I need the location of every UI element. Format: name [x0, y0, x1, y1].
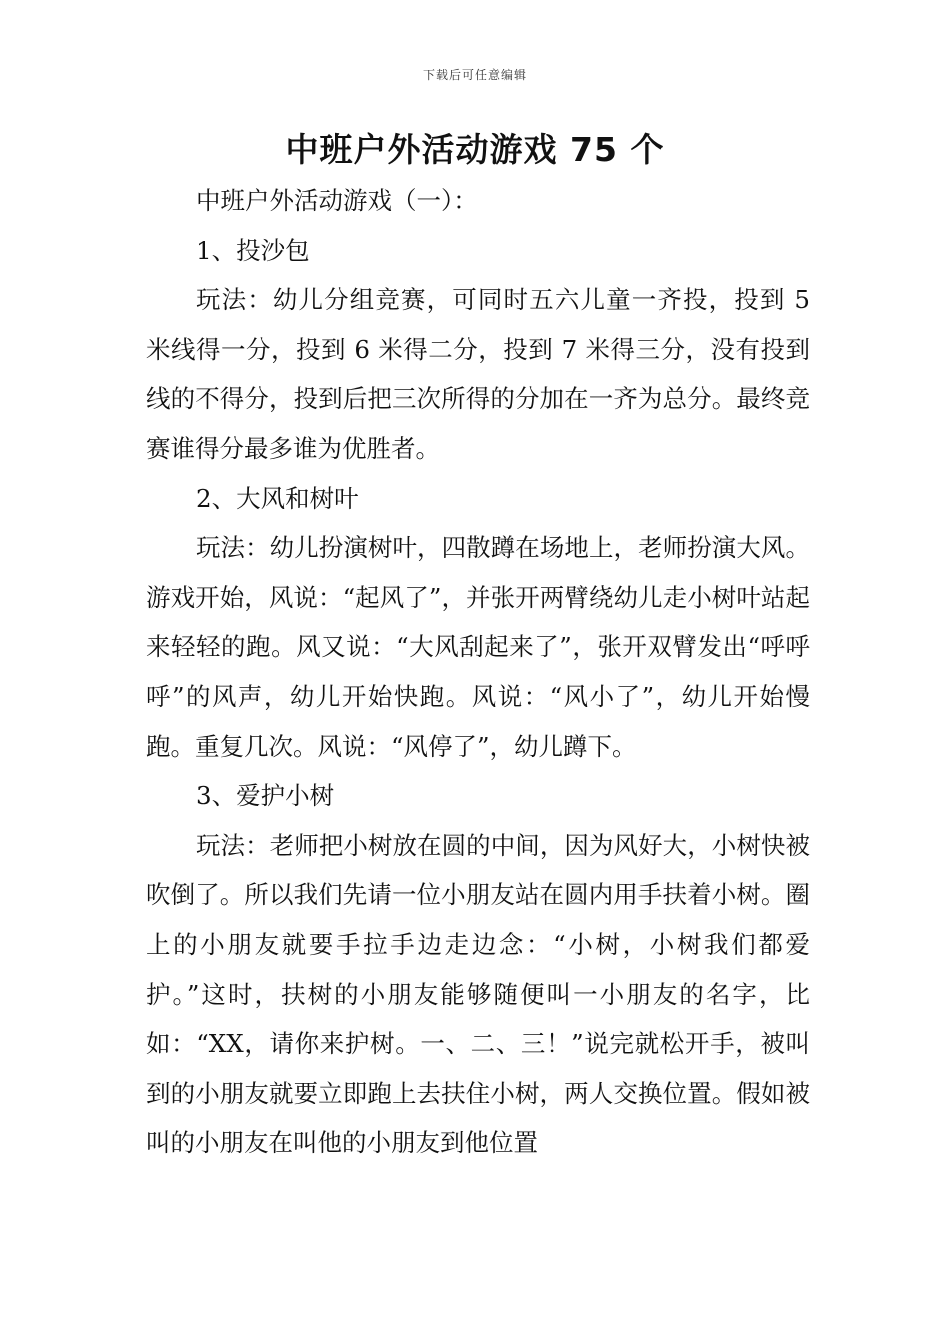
game-heading-3: 3、爱护小树	[196, 781, 335, 811]
section-heading: 中班户外活动游戏（一）：	[196, 186, 478, 215]
game-rules-2: 玩法：幼儿扮演树叶，四散蹲在场地上，老师扮演大风。游戏开始，风说：“起风了”，并张开两臂绕幼儿走小树叶站起来轻轻的跑。风又说：“大风刮起来了”，张开双臂发出“呼呼呼”的风声，幼儿开始快跑。风说：“风小了”，幼儿开始慢跑。重复几次。风说：“风停了”，幼儿蹲下。	[146, 533, 810, 761]
game-heading-2: 2、大风和树叶	[196, 483, 359, 513]
game-rules-3: 玩法：老师把小树放在圆的中间，因为风好大，小树快被吹倒了。所以我们先请一位小朋友站在圆内用手扶着小树。圈上的小朋友就要手拉手边走边念：“小树，小树我们都爱护。”这时，扶树的小朋友能够随便叫一小朋友的名字，比如：“XX，请你来护树。一、二、三！”说完就松开手，被叫到的小朋友就要立即跑上去扶住小树，两人交换位置。假如被叫的小朋友在叫他的小朋友到他位置	[146, 830, 810, 1158]
game-rules-1: 玩法：幼儿分组竞赛，可同时五六儿童一齐投，投到 5 米线得一分，投到 6 米得二分，投到 7 米得三分，没有投到线的不得分，投到后把三次所得的分加在一齐为总分。最终竞赛谁得分最多谁为优胜者。	[146, 285, 810, 463]
document-body	[146, 176, 810, 1168]
header-note: 下载后可任意编辑	[422, 68, 527, 82]
page-title: 中班户外活动游戏 75 个	[285, 130, 665, 169]
game-heading-1: 1、投沙包	[196, 235, 310, 265]
